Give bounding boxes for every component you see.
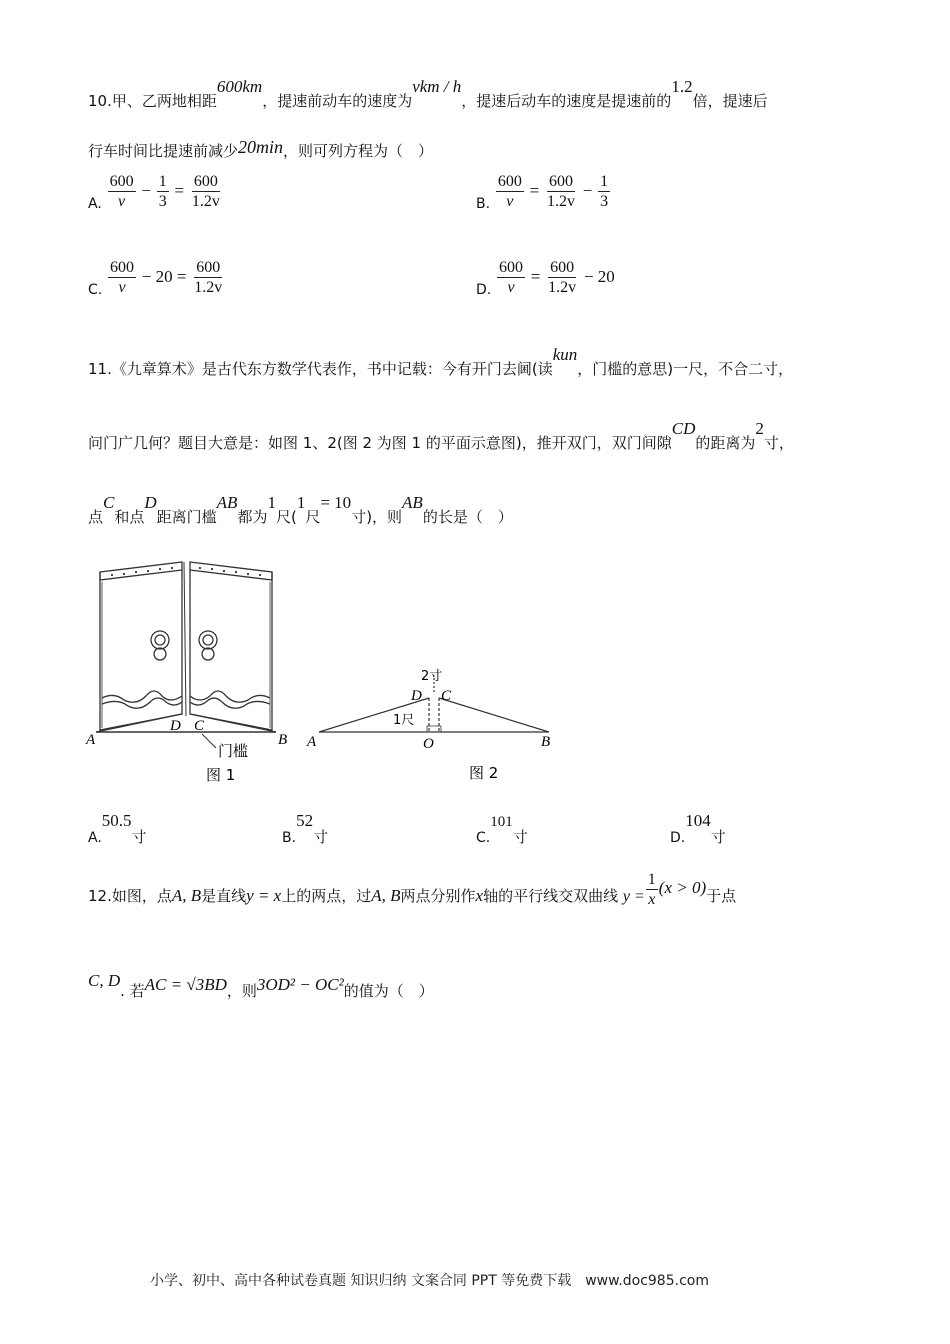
- right-knocker: [199, 631, 217, 649]
- fig2-label-a: A: [307, 734, 317, 750]
- fig1-caption: 图 1: [206, 766, 236, 784]
- fig1-label-d: D: [170, 718, 181, 734]
- fig1-label-b: B: [278, 732, 288, 748]
- fig2-caption: 图 2: [469, 764, 499, 782]
- q10-option-b[interactable]: B. $\frac{600}{v}$ = $\frac{600}{1.2v}$ − $\frac{1}{3}$: [476, 173, 609, 212]
- fig2-label-b: B: [541, 734, 551, 750]
- fig2-label-d: D: [411, 688, 422, 704]
- fig1-sill-label: 门槛: [218, 742, 249, 760]
- page-footer: 小学、初中、高中各种试卷真题 知识归纳 文案合同 PPT 等免费下载 www.doc985.com: [150, 1273, 709, 1289]
- q10-option-a[interactable]: A. $\frac{600}{v}$ − $\frac{1}{3}$ = $\frac{600}{1.2v}$: [88, 173, 220, 212]
- fig2-gap-label: 2寸: [421, 669, 443, 684]
- q11-option-d[interactable]: D.104寸: [670, 811, 726, 846]
- fig2-label-o: O: [423, 736, 434, 752]
- q10-line2: 行车时间比提速前减少20min，则可列方程为（ ）: [88, 137, 434, 160]
- fig2-label-c: C: [441, 688, 452, 704]
- q11-option-a[interactable]: A.50.5寸: [88, 811, 147, 846]
- figure-1-doors: [84, 550, 304, 790]
- q11-line1: 11.《九章算术》是古代东方数学代表作，书中记载：今有开门去阃(读kun，门槛的意思)一尺，不合二寸，: [88, 345, 794, 378]
- q10-line1: 10.甲、乙两地相距600km，提速前动车的速度为vkm / h，提速后动车的速度是提速前的1.2倍，提速后: [88, 77, 768, 110]
- q11-option-c[interactable]: C.101寸: [476, 814, 528, 846]
- left-knocker: [151, 631, 169, 649]
- q12-line2: C, D. 若AC = √3BD，则3OD² − OC²的值为（ ）: [88, 971, 434, 1000]
- q12-line1: 12.如图，点A, B是直线y = x上的两点，过A, B两点分别作x轴的平行线交双曲线 y = $\frac{1}{x}$ (x > 0)于点: [88, 871, 737, 908]
- fig2-chi-label: 1尺: [393, 713, 415, 728]
- fig1-label-c: C: [194, 718, 205, 734]
- figure-2-diagram: [305, 660, 565, 790]
- line-cb: [439, 698, 549, 732]
- q11-option-b[interactable]: B.52寸: [282, 811, 329, 846]
- fig1-label-a: A: [86, 732, 96, 748]
- q11-line2: 问门广几何？题目大意是：如图 1、2(图 2 为图 1 的平面示意图)，推开双门，双门间隙CD的距离为2寸，: [88, 419, 794, 452]
- q11-line3: 点C和点D距离门槛AB都为1尺(1尺= 10寸)，则AB的长是（ ）: [88, 493, 513, 526]
- q10-option-d[interactable]: D. $\frac{600}{v}$ = $\frac{600}{1.2v}$ − 20: [476, 259, 615, 298]
- q10-option-c[interactable]: C. $\frac{600}{v}$ − 20 = $\frac{600}{1.2v}$: [88, 259, 223, 298]
